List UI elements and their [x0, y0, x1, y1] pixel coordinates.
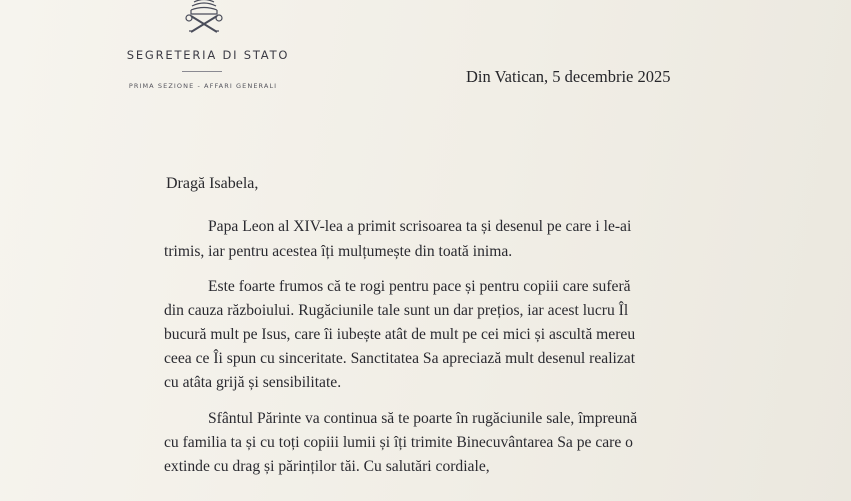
letter-date: Din Vatican, 5 decembrie 2025 [466, 67, 671, 86]
letterhead-divider [182, 71, 222, 72]
salutation: Dragă Isabela, [166, 175, 259, 192]
paragraph-2-line-2: din cauza războiului. Rugăciunile tale sunt un dar prețios, iar acest lucru Îl [164, 302, 629, 319]
paragraph-3-line-3: extinde cu drag și părinților tăi. Cu salutări cordiale, [164, 458, 490, 475]
papal-crossed-keys-tiara-icon [178, 0, 230, 34]
paragraph-1-line-1: Papa Leon al XIV-lea a primit scrisoarea ta și desenul pe care i le-ai [208, 218, 632, 235]
letterhead-subtitle: PRIMA SEZIONE - AFFARI GENERALI [128, 82, 278, 90]
paragraph-2-line-3: bucură mult pe Isus, care îi iubește atât de mult pe cei mici și ascultă mereu [164, 326, 636, 343]
paragraph-2-line-1: Este foarte frumos că te rogi pentru pace și pentru copiii care suferă [208, 278, 631, 295]
paragraph-2-line-4: ceea ce Îi spun cu sinceritate. Sanctitatea Sa apreciază mult desenul realizat [164, 350, 636, 367]
paragraph-2-line-5: cu atâta grijă și sensibilitate. [164, 374, 342, 391]
paragraph-3-line-1: Sfântul Părinte va continua să te poarte în rugăciunile sale, împreună [208, 410, 638, 427]
letterhead-title: SEGRETERIA DI STATO [126, 48, 290, 62]
paragraph-1-line-2: trimis, iar pentru acestea îți mulțumește din toată inima. [164, 243, 513, 260]
paragraph-3-line-2: cu familia ta și cu toți copiii lumii și îți trimite Binecuvântarea Sa pe care o [164, 434, 633, 451]
